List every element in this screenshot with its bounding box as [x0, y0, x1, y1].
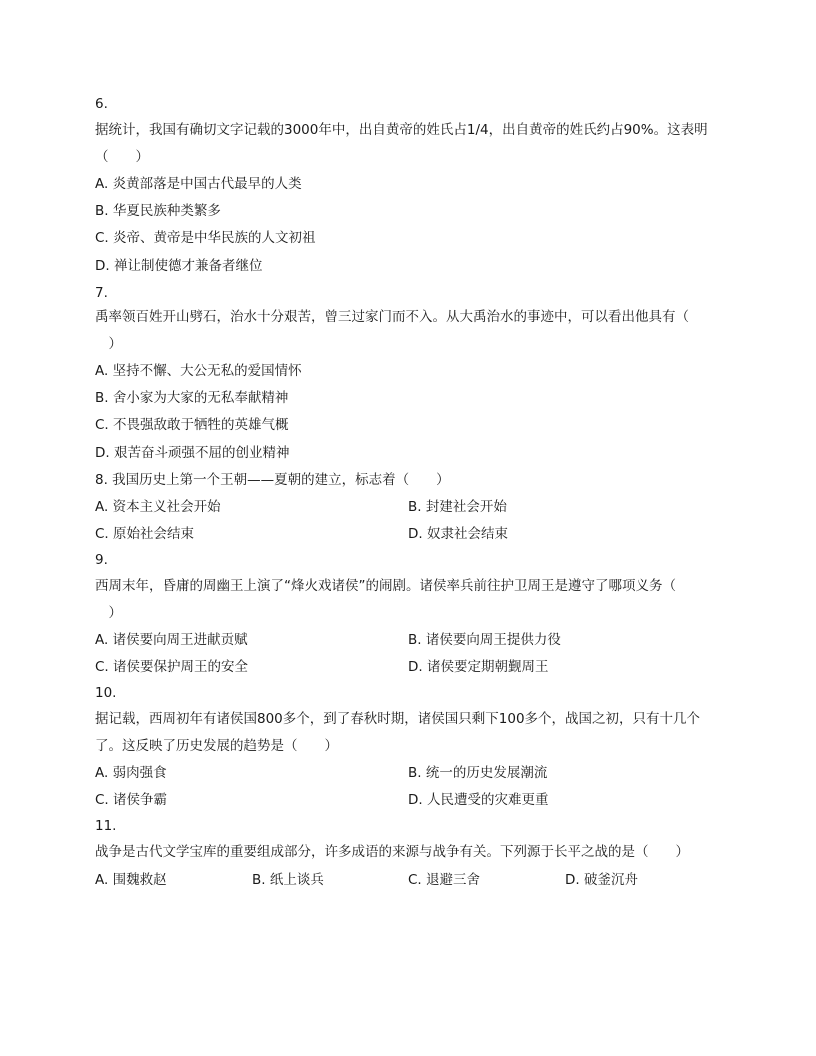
- q11-option-c: C. 退避三舍: [408, 872, 481, 888]
- q9-stem-line1: 西周末年，昏庸的周幽王上演了“烽火戏诸侯”的闹剧。诸侯率兵前往护卫周王是遵守了哪项义务（: [95, 578, 676, 594]
- q9-option-a: A. 诸侯要向周王进献贡赋: [95, 632, 248, 648]
- q10-option-d: D. 人民遭受的灾难更重: [408, 792, 549, 808]
- q6-option-b: B. 华夏民族种类繁多: [95, 203, 221, 219]
- q10-stem-line1: 据记载，西周初年有诸侯国800多个，到了春秋时期，诸侯国只剩下100多个，战国之初，只有十几个: [95, 711, 701, 727]
- q6-option-d: D. 禅让制使德才兼备者继位: [95, 258, 263, 274]
- q9-option-c: C. 诸侯要保护周王的安全: [95, 659, 249, 675]
- q10-number: 10.: [95, 685, 117, 701]
- q9-number: 9.: [95, 552, 108, 568]
- q10-option-b: B. 统一的历史发展潮流: [408, 765, 548, 781]
- q7-option-a: A. 坚持不懈、大公无私的爱国情怀: [95, 363, 302, 379]
- q10-option-a: A. 弱肉强食: [95, 765, 167, 781]
- q6-option-a: A. 炎黄部落是中国古代最早的人类: [95, 176, 302, 192]
- q10-option-c: C. 诸侯争霸: [95, 792, 168, 808]
- q7-option-c: C. 不畏强敌敢于牺牲的英雄气概: [95, 417, 289, 433]
- q10-stem-line2: 了。这反映了历史发展的趋势是（ ）: [95, 738, 338, 754]
- q7-option-d: D. 艰苦奋斗顽强不屈的创业精神: [95, 445, 290, 461]
- q8-option-a: A. 资本主义社会开始: [95, 499, 221, 515]
- q8-stem: 8. 我国历史上第一个王朝——夏朝的建立，标志着（ ）: [95, 472, 450, 488]
- q8-option-b: B. 封建社会开始: [408, 499, 507, 515]
- q11-number: 11.: [95, 818, 117, 834]
- q7-option-b: B. 舍小家为大家的无私奉献精神: [95, 390, 289, 406]
- q6-option-c: C. 炎帝、黄帝是中华民族的人文初祖: [95, 230, 316, 246]
- q6-stem-line1: 据统计，我国有确切文字记载的3000年中，出自黄帝的姓氏占1/4，出自黄帝的姓氏约占90%。这表明: [95, 122, 708, 138]
- q6-stem-line2: （ ）: [95, 149, 149, 165]
- q7-stem-line1: 禹率领百姓开山劈石，治水十分艰苦，曾三过家门而不入。从大禹治水的事迹中，可以看出他具有（: [95, 309, 689, 325]
- q11-option-d: D. 破釜沉舟: [565, 872, 638, 888]
- q11-stem: 战争是古代文学宝库的重要组成部分，许多成语的来源与战争有关。下列源于长平之战的是（ ）: [95, 844, 689, 860]
- q8-option-d: D. 奴隶社会结束: [408, 526, 508, 542]
- q11-option-a: A. 围魏救赵: [95, 872, 167, 888]
- q9-option-b: B. 诸侯要向周王提供力役: [408, 632, 561, 648]
- q11-option-b: B. 纸上谈兵: [252, 872, 324, 888]
- q9-stem-line2: ）: [95, 605, 122, 621]
- q8-option-c: C. 原始社会结束: [95, 526, 195, 542]
- q7-stem-line2: ）: [95, 336, 122, 352]
- q9-option-d: D. 诸侯要定期朝觐周王: [408, 659, 549, 675]
- q6-number: 6.: [95, 96, 108, 112]
- q7-number: 7.: [95, 285, 108, 301]
